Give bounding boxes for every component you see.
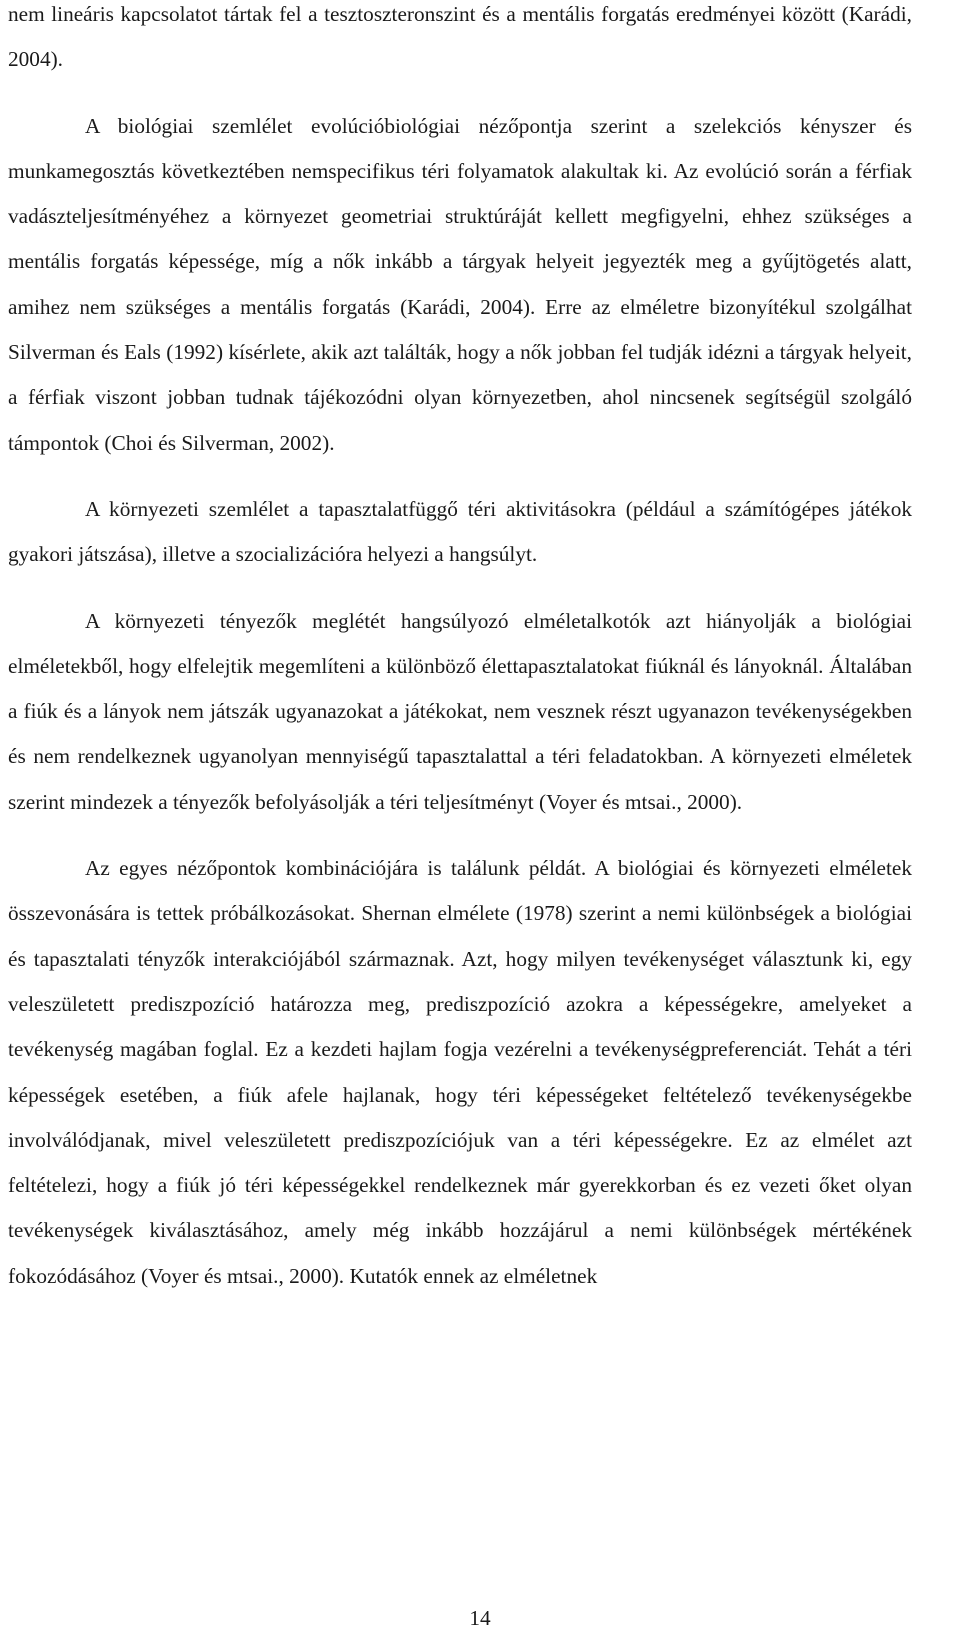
paragraph-biological-view: A biológiai szemlélet evolúcióbiológiai nézőpontja szerint a szelekciós kényszer és munkamegosztás következtében nemspecifikus téri folyamatok alakultak ki. Az evolúció során a férfiak vadászteljesítményéhez a környezet geometriai struktúráját kellett megfigyelni, ehhez szükséges a mentális forgatás képessége, míg a nők inkább a tárgyak helyeit jegyezték meg a gyűjtögetés alatt, amihez nem szükséges a mentális forgatás (Karádi, 2004). Erre az elméletre bizonyítékul szolgálhat Silverman és Eals (1992) kísérlete, akik azt találták, hogy a nők jobban fel tudják idézni a tárgyak helyeit, a férfiak viszont jobban tudnak tájékozódni olyan környezetben, ahol nincsenek segítségül szolgáló támpontok (Choi és Silverman, 2002). <box>8 113 912 455</box>
paragraph-environmental-factors: A környezeti tényezők meglétét hangsúlyozó elméletalkotók azt hiányolják a biológiai elméletekből, hogy elfelejtik megemlíteni a különböző élettapasztalatokat fiúknál és lányoknál. Általában a fiúk és a lányok nem játszák ugyanazokat a játékokat, nem vesznek részt ugyanazon tevékenységekben és nem rendelkeznek ugyanolyan mennyiségű tapasztalattal a téri feladatokban. A környezeti elméletek szerint mindezek a tényezők befolyásolják a téri teljesítményt (Voyer és mtsai., 2000). <box>8 608 912 814</box>
paragraph-environmental-view: A környezeti szemlélet a tapasztalatfüggő téri aktivitásokra (például a számítógépes játékok gyakori játszása), illetve a szocializációra helyezi a hangsúlyt. <box>8 496 912 567</box>
paragraph-combined-views: Az egyes nézőpontok kombinációjára is találunk példát. A biológiai és környezeti elméletek összevonására is tettek próbálkozásokat. Shernan elmélete (1978) szerint a nemi különbségek a biológiai és tapasztalati tényzők interakciójából származnak. Azt, hogy milyen tevékenységet választunk ki, egy veleszületett prediszpozíció határozza meg, prediszpozíció azokra a képességekre, amelyeket a tevékenység magában foglal. Ez a kezdeti hajlam fogja vezérelni a tevékenységpreferenciát. Tehát a téri képességek esetében, a fiúk afele hajlanak, hogy téri képességeket feltételező tevékenységekbe involválódjanak, mivel veleszületett prediszpozíciójuk van a téri képességekre. Ez az elmélet azt feltételezi, hogy a fiúk jó téri képességekkel rendelkeznek már gyerekkorban és ez vezeti őket olyan tevékenységek kiválasztásához, amely még inkább hozzájárul a nemi különbségek mértékének fokozódásához (Voyer és mtsai., 2000). Kutatók ennek az elméletnek <box>8 856 912 1288</box>
document-page <box>8 0 912 1299</box>
paragraph-continuation: nem lineáris kapcsolatot tártak fel a tesztoszteronszint és a mentális forgatás eredményei között (Karádi, 2004). <box>8 2 912 72</box>
page-number: 14 <box>469 1606 491 1630</box>
